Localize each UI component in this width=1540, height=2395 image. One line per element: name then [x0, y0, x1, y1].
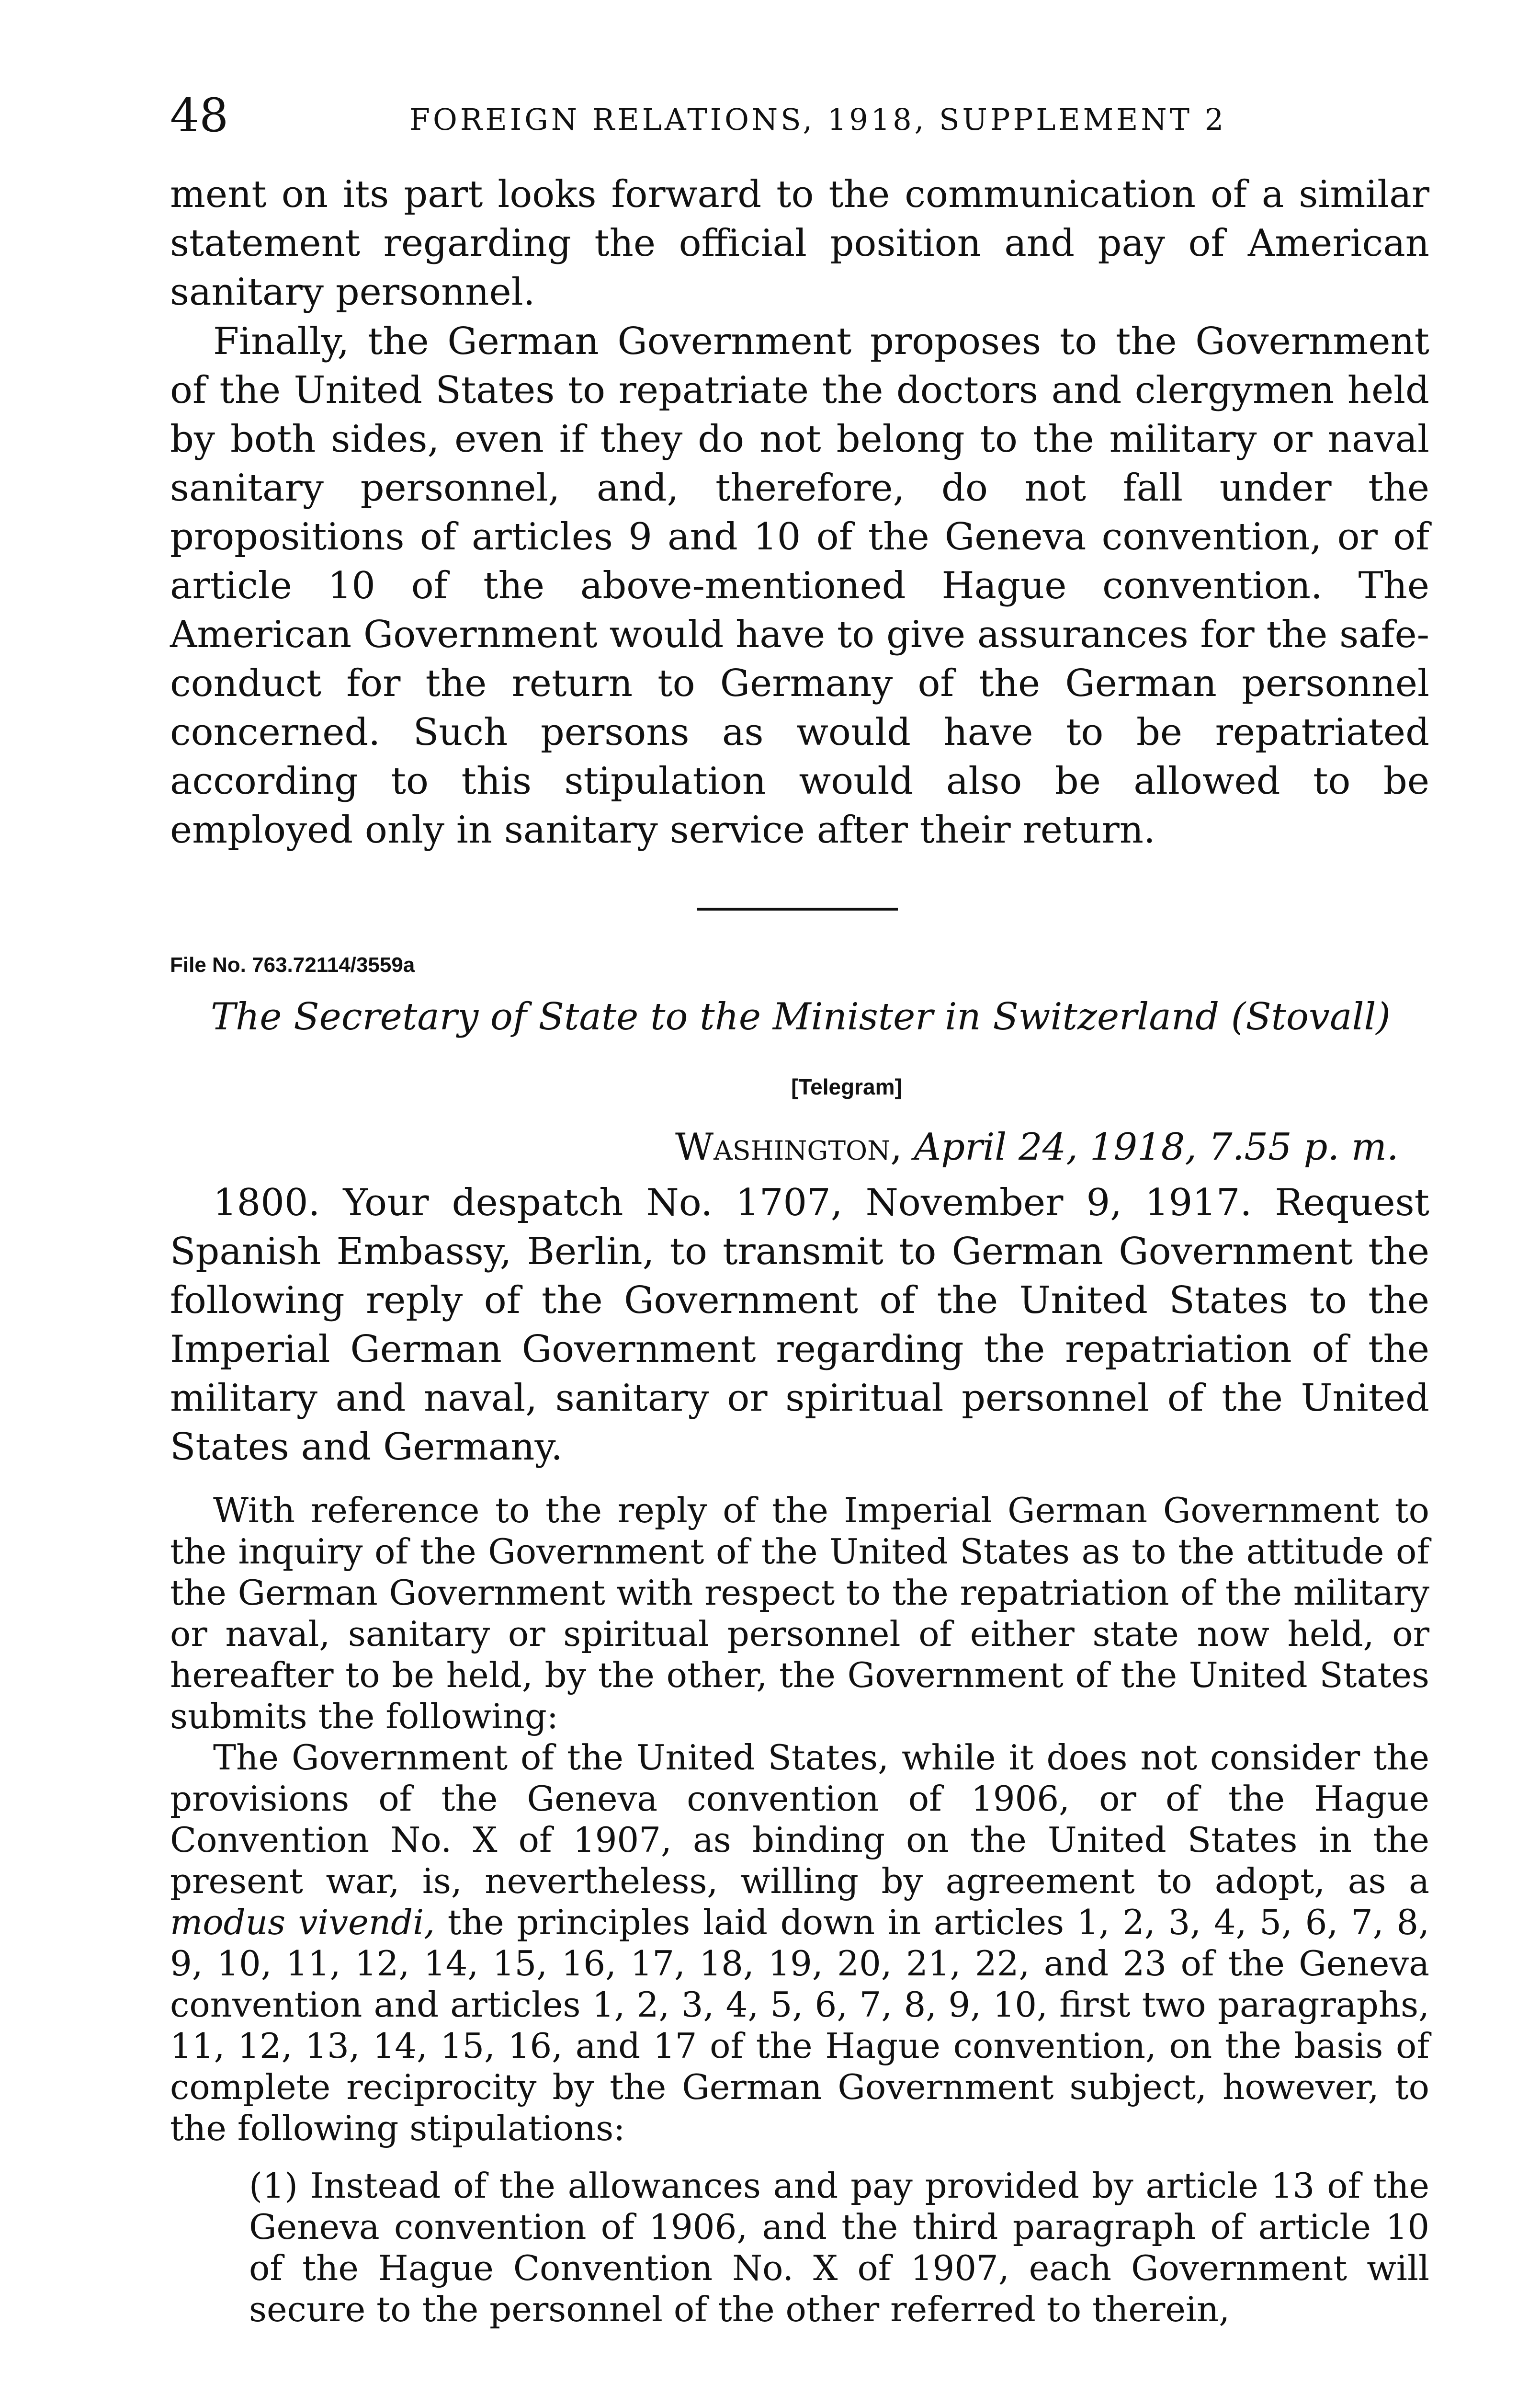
document-type: [Telegram] — [791, 1074, 902, 1099]
dateline — [675, 1126, 1399, 1169]
stipulation-item-1 — [249, 2165, 1429, 2330]
dateline-date: April 24, 1918, 7.55 p. m. — [914, 1126, 1399, 1169]
quoted-reply-para2 — [170, 1737, 1429, 2149]
quoted-reply-para1: With reference to the reply of the Imperial German Government to the inquiry of the Government of the United States as to the attitude of the German Government with respect to the repatriation of the military or naval, sanitary or spiritual personnel of either state now held, or hereafter to be held, by the other, the Government of the United States submits the following: — [170, 1490, 1429, 1736]
page-number: 48 — [170, 89, 229, 142]
document-title: The Secretary of State to the Minister in Switzerland (Stovall) — [211, 995, 1391, 1038]
continuation-paragraph: ment on its part looks forward to the communication of a similar statement regarding the official position and pay of American sanitary personnel. — [170, 173, 1429, 314]
quoted-reply-block — [170, 1490, 1429, 2149]
finally-block — [170, 317, 1429, 855]
para2-italic: modus vivendi, — [170, 1902, 435, 1942]
page-header — [170, 89, 1429, 146]
para2-before: The Government of the United States, while it does not consider the provisions of the Geneva convention of 1906, or of the Hague Convention No. X of 1907, as binding on the United States in the present war, is, nevertheless, willing by agreement to adopt, as a — [170, 1737, 1429, 1901]
dateline-place: Washington, — [675, 1126, 903, 1169]
file-number: File No. 763.72114/3559a — [170, 953, 415, 977]
running-title: FOREIGN RELATIONS, 1918, SUPPLEMENT 2 — [409, 102, 1227, 137]
continuation-block — [170, 170, 1429, 317]
para2-after: the principles laid down in articles 1, 2, 3, 4, 5, 6, 7, 8, 9, 10, 11, 12, 14, 15, 16, 17, 18, 19, 20, 21, 22, and 23 of the Geneva convention and articles 1, 2, 3, 4, 5, 6, 7, 8, 9, 10, first two paragraphs, 11, 12, 13, 14, 15, 16, and 17 of the Hague convention, on the basis of complete reciprocity by the German Government subject, however, to the following stipulations: — [170, 1902, 1430, 2148]
finally-paragraph: Finally, the German Government proposes to the Government of the United States to repatriate the doctors and clergymen held by both sides, even if they do not belong to the military or naval sanitary personnel, and, therefore, do not fall under the propositions of articles 9 and 10 of the Geneva convention, or of article 10 of the above-mentioned Hague convention. The American Government would have to give assurances for the safe-conduct for the return to Germany of the German personnel concerned. Such persons as would have to be repatriated according to this stipulation would also be allowed to be employed only in sanitary service after their return. — [170, 320, 1429, 852]
telegram-body-block — [170, 1178, 1429, 1471]
telegram-body: 1800. Your despatch No. 1707, November 9, 1917. Request Spanish Embassy, Berlin, to transmit to German Government the following reply of the Government of the United States to the Imperial German Government regarding the repatriation of the military and naval, sanitary or spiritual personnel of the United States and Germany. — [170, 1181, 1429, 1469]
stipulation-text: (1) Instead of the allowances and pay provided by article 13 of the Geneva convention of 1906, and the third paragraph of article 10 of the Hague Convention No. X of 1907, each Government will secure to the personnel of the other referred to therein, — [249, 2166, 1429, 2329]
section-divider — [697, 908, 898, 911]
